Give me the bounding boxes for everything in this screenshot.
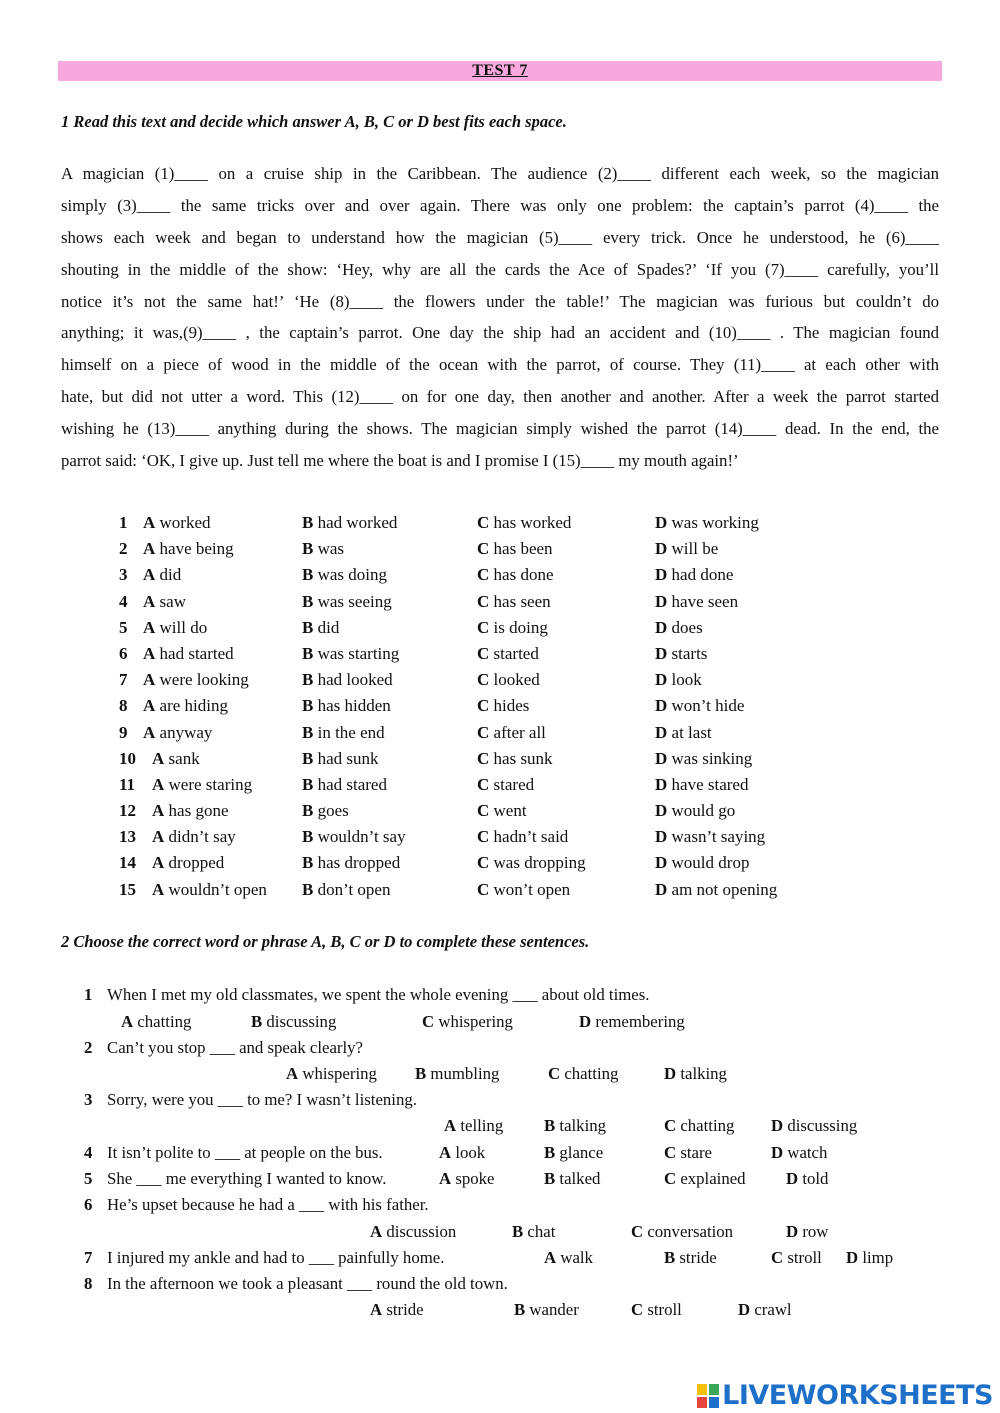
answer-d[interactable]: D watch [771, 1143, 828, 1162]
option-b[interactable]: B don’t open [302, 879, 391, 899]
option-number: 8 [119, 696, 128, 716]
answer-d[interactable]: D row [786, 1222, 829, 1241]
option-d[interactable]: D have stared [655, 774, 749, 794]
option-c[interactable]: C stared [477, 774, 535, 794]
option-row [0, 589, 1000, 615]
option-c[interactable]: C looked [477, 670, 540, 690]
option-d[interactable]: D at last [655, 722, 712, 742]
option-number: 3 [119, 565, 128, 585]
passage-line: A magician (1)____ on a cruise ship in the Caribbean. The audience (2)____ different each week, so the magician [61, 164, 939, 183]
option-c[interactable]: C has worked [477, 513, 572, 532]
option-c[interactable]: C hadn’t said [477, 827, 569, 847]
passage-line: shows each week and began to understand how the magician (5)____ every trick. Once he understood, he (6)____ [61, 227, 939, 247]
option-d[interactable]: D was sinking [655, 748, 753, 768]
option-number: 10 [119, 748, 136, 768]
passage-line: wishing he (13)____ anything during the shows. The magician simply wished the parrot (14)____ dead. In the end, the [61, 419, 939, 439]
passage-line: anything; it was,(9)____ , the captain’s parrot. One day the ship had an accident and (10)____ . The magician found [61, 323, 939, 343]
answer-a[interactable]: A walk [544, 1248, 593, 1267]
question: 1 When I met my old classmates, we spent the whole evening ___ about old times. [84, 985, 650, 1004]
option-number: 1 [119, 513, 128, 532]
answer-d[interactable]: D discussing [771, 1116, 858, 1135]
answer-a[interactable]: A look [439, 1143, 486, 1162]
option-a[interactable]: A were staring [152, 774, 253, 794]
answer-c[interactable]: C stroll [771, 1248, 822, 1267]
answer-c[interactable]: C stare [664, 1143, 713, 1162]
question: 5 She ___ me everything I wanted to know. [84, 1169, 387, 1188]
section-2-heading: 2 Choose the correct word or phrase A, B, C or D to complete these sentences. [61, 932, 590, 951]
passage-line: notice it’s not the same hat!’ ‘He (8)____ the flowers under the table!’ The magician was furious but couldn’t do [61, 291, 939, 311]
options-table [0, 510, 1000, 903]
question: 6 He’s upset because he had a ___ with his father. [84, 1195, 429, 1214]
option-b[interactable]: B has dropped [302, 853, 401, 873]
option-a[interactable]: A has gone [152, 801, 229, 821]
option-b[interactable]: B had worked [302, 513, 398, 532]
option-c[interactable]: C was dropping [477, 853, 586, 873]
option-d[interactable]: D will be [655, 539, 719, 559]
option-d[interactable]: D am not opening [655, 879, 778, 899]
option-number: 7 [119, 670, 128, 690]
option-b[interactable]: B in the end [302, 722, 385, 742]
option-number: 11 [119, 774, 136, 794]
passage-line: shouting in the middle of the show: ‘Hey, why are all the cards the Ace of Spades?’ ‘If you (7)____ carefully, you’ll [61, 259, 939, 279]
option-b[interactable]: B had stared [302, 774, 387, 794]
title-bar [58, 61, 942, 81]
option-d[interactable]: D would drop [655, 853, 750, 873]
answer-c[interactable]: C explained [664, 1169, 746, 1188]
passage-line: himself on a piece of wood in the middle of the ocean with the parrot, of course. They (11)____ at each other with [61, 355, 939, 375]
passage-line: hate, but did not utter a word. This (12)____ on for one day, then another and another. After a week the parrot started [61, 387, 939, 407]
option-a[interactable]: A sank [152, 748, 200, 768]
option-number: 6 [119, 643, 128, 663]
answer-b[interactable]: B glance [544, 1143, 604, 1162]
option-d[interactable]: D starts [655, 643, 708, 663]
answer-b[interactable]: B talked [544, 1169, 601, 1188]
option-row [0, 536, 1000, 562]
option-row [0, 798, 1000, 824]
option-d[interactable]: D had done [655, 565, 734, 585]
option-a[interactable]: A had started [143, 643, 234, 663]
option-row [0, 510, 1000, 536]
option-number: 13 [119, 827, 136, 847]
option-c[interactable]: C started [477, 643, 539, 663]
question: 4 It isn’t polite to ___ at people on the bus. [84, 1143, 383, 1162]
option-a[interactable]: A were looking [143, 670, 249, 690]
option-row [0, 850, 1000, 876]
answer-a[interactable]: A telling [444, 1116, 504, 1135]
option-row [0, 562, 1000, 588]
answer-d[interactable]: D remembering [579, 1012, 685, 1031]
option-d[interactable]: D was working [655, 513, 759, 532]
option-c[interactable]: C is doing [477, 617, 548, 637]
question: 7 I injured my ankle and had to ___ painfully home. [84, 1248, 445, 1267]
answer-b[interactable]: B stride [664, 1248, 717, 1267]
option-c[interactable]: C went [477, 801, 527, 821]
option-a[interactable]: A are hiding [143, 696, 228, 716]
option-b[interactable]: B was doing [302, 565, 388, 585]
option-b[interactable]: B has hidden [302, 696, 391, 716]
option-b[interactable]: B wouldn’t say [302, 827, 406, 847]
answer-a[interactable]: A chatting [121, 1012, 192, 1031]
option-row [0, 615, 1000, 641]
option-row [0, 824, 1000, 850]
option-row [0, 693, 1000, 719]
option-b[interactable]: B was [302, 539, 345, 559]
option-a[interactable]: A did [143, 565, 182, 585]
answer-a[interactable]: A stride [370, 1300, 424, 1319]
option-c[interactable]: C won’t open [477, 879, 571, 899]
option-a[interactable]: A have being [143, 539, 234, 559]
option-number: 2 [119, 539, 128, 559]
option-row [0, 641, 1000, 667]
option-number: 14 [119, 853, 136, 873]
option-row [0, 877, 1000, 903]
option-a[interactable]: A saw [143, 591, 186, 611]
option-row [0, 772, 1000, 798]
option-d[interactable]: D have seen [655, 591, 739, 611]
answer-c[interactable]: C conversation [631, 1222, 734, 1241]
question: 8 In the afternoon we took a pleasant ___ round the old town. [84, 1274, 508, 1293]
answer-d[interactable]: D talking [664, 1064, 727, 1083]
option-c[interactable]: C after all [477, 722, 546, 742]
option-a[interactable]: A didn’t say [152, 827, 236, 847]
option-d[interactable]: D does [655, 617, 703, 637]
option-row [0, 746, 1000, 772]
option-a[interactable]: A dropped [152, 853, 225, 873]
logo-squares-icon [697, 1384, 719, 1408]
option-d[interactable]: D wasn’t saying [655, 827, 766, 847]
option-c[interactable]: C has sunk [477, 748, 553, 768]
page-title: TEST 7 [472, 62, 528, 79]
section-1-heading: 1 Read this text and decide which answer A, B, C or D best fits each space. [61, 112, 567, 131]
option-a[interactable]: A will do [143, 617, 208, 637]
answer-a[interactable]: A spoke [439, 1169, 495, 1188]
option-d[interactable]: D would go [655, 801, 736, 821]
option-number: 15 [119, 879, 136, 899]
passage-line: parrot said: ‘OK, I give up. Just tell me where the boat is and I promise I (15)____ my mouth again!’ [61, 451, 739, 471]
option-number: 4 [119, 591, 128, 611]
answer-b[interactable]: B talking [544, 1116, 607, 1135]
answer-d[interactable]: D told [786, 1169, 829, 1188]
answer-c[interactable]: C stroll [631, 1300, 682, 1319]
option-number: 5 [119, 617, 128, 637]
option-c[interactable]: C has done [477, 565, 554, 585]
option-b[interactable]: B had looked [302, 670, 393, 690]
answer-d[interactable]: D crawl [738, 1300, 792, 1319]
answer-b[interactable]: B chat [512, 1222, 556, 1241]
liveworksheets-logo [697, 1378, 993, 1412]
answer-a[interactable]: A whispering [286, 1064, 377, 1083]
answer-a[interactable]: A discussion [370, 1222, 457, 1241]
answer-c[interactable]: C chatting [664, 1116, 735, 1135]
option-b[interactable]: B did [302, 617, 340, 637]
option-a[interactable]: A worked [143, 513, 211, 532]
answer-b[interactable]: B wander [514, 1300, 579, 1319]
option-number: 12 [119, 801, 136, 821]
option-c[interactable]: C hides [477, 696, 530, 716]
passage [61, 158, 939, 477]
option-b[interactable]: B goes [302, 801, 349, 821]
answer-d[interactable]: D limp [846, 1248, 894, 1267]
answer-c[interactable]: C chatting [548, 1064, 619, 1083]
answer-c[interactable]: C whispering [422, 1012, 513, 1031]
option-a[interactable]: A anyway [143, 722, 213, 742]
answer-b[interactable]: B mumbling [415, 1064, 500, 1083]
answer-b[interactable]: B discussing [251, 1012, 337, 1031]
option-c[interactable]: C has seen [477, 591, 551, 611]
option-a[interactable]: A wouldn’t open [152, 879, 267, 899]
option-row [0, 667, 1000, 693]
option-d[interactable]: D won’t hide [655, 696, 745, 716]
option-number: 9 [119, 722, 128, 742]
option-row [0, 720, 1000, 746]
option-b[interactable]: B was starting [302, 643, 400, 663]
question: 2 Can’t you stop ___ and speak clearly? [84, 1038, 364, 1057]
option-b[interactable]: B was seeing [302, 591, 392, 611]
option-c[interactable]: C has been [477, 539, 553, 559]
option-b[interactable]: B had sunk [302, 748, 379, 768]
option-d[interactable]: D look [655, 670, 702, 690]
passage-line: simply (3)____ the same tricks over and over again. There was only one problem: the captain’s parrot (4)____ the [61, 195, 939, 215]
question: 3 Sorry, were you ___ to me? I wasn’t listening. [84, 1090, 417, 1109]
logo-text: LIVEWORKSHEETS [722, 1379, 993, 1411]
